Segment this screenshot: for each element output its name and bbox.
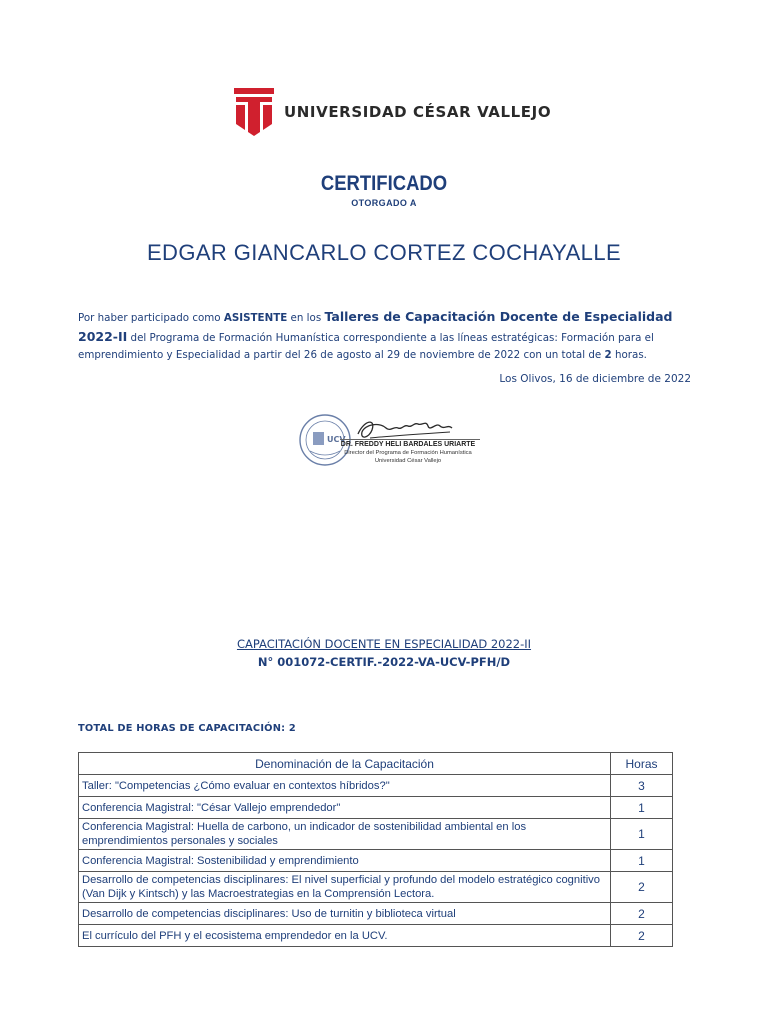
university-name: UNIVERSIDAD CÉSAR VALLEJO bbox=[284, 103, 552, 121]
certificate-body bbox=[78, 308, 698, 365]
certificate-subtitle: OTORGADO A bbox=[351, 198, 417, 208]
certificate-number: N° 001072-CERTIF.-2022-VA-UCV-PFH/D bbox=[257, 655, 511, 669]
participation-role: ASISTENTE bbox=[223, 312, 288, 324]
table-row bbox=[79, 872, 673, 903]
university-logo bbox=[234, 88, 551, 136]
course-hours: 1 bbox=[611, 819, 673, 850]
place-date: Los Olivos, 16 de diciembre de 2022 bbox=[499, 373, 691, 385]
signatory-role: Director del Programa de Formación Humanística bbox=[344, 450, 472, 456]
signature-line bbox=[340, 439, 480, 440]
section-title: CAPACITACIÓN DOCENTE EN ESPECIALIDAD 2022-II bbox=[236, 637, 532, 651]
course-hours: 1 bbox=[611, 850, 673, 872]
table-header-row bbox=[79, 753, 673, 775]
course-hours: 2 bbox=[611, 903, 673, 925]
body-text-4: horas. bbox=[611, 349, 647, 361]
course-hours: 2 bbox=[611, 872, 673, 903]
certificate-title: CERTIFICADO bbox=[320, 172, 448, 195]
signatory-institution: Universidad César Vallejo bbox=[374, 458, 442, 464]
recipient-name: EDGAR GIANCARLO CORTEZ COCHAYALLE bbox=[146, 240, 622, 265]
course-name: El currículo del PFH y el ecosistema emprendedor en la UCV. bbox=[79, 925, 611, 947]
body-text-1: Por haber participado como bbox=[78, 312, 224, 324]
table-row bbox=[79, 819, 673, 850]
table-row bbox=[79, 925, 673, 947]
course-hours: 3 bbox=[611, 775, 673, 797]
total-hours-label: TOTAL DE HORAS DE CAPACITACIÓN: 2 bbox=[78, 723, 296, 734]
course-name: Conferencia Magistral: Huella de carbono, un indicador de sostenibilidad ambiental en los emprendimientos personales y sociales bbox=[79, 819, 611, 850]
column-header-hours: Horas bbox=[611, 753, 673, 775]
course-hours: 1 bbox=[611, 797, 673, 819]
course-name: Desarrollo de competencias disciplinares: El nivel superficial y profundo del modelo estratégico cognitivo (Van Dijk y Kintsch) y las Macroestrategias en la Comprensión Lectora. bbox=[79, 872, 611, 903]
column-header-name: Denominación de la Capacitación bbox=[79, 753, 611, 775]
body-text-3: del Programa de Formación Humanística correspondiente a las líneas estratégicas: Formación para el emprendimiento y Especialidad a partir del 26 de agosto al 29 de noviembre de 2022 con un total de bbox=[78, 331, 654, 361]
course-name: Desarrollo de competencias disciplinares: Uso de turnitin y biblioteca virtual bbox=[79, 903, 611, 925]
course-hours: 2 bbox=[611, 925, 673, 947]
table-row bbox=[79, 775, 673, 797]
signatory-name: DR. FREDDY HELI BARDALES URIARTE bbox=[340, 441, 476, 448]
courses-table bbox=[78, 752, 673, 947]
body-text-2: en los bbox=[287, 312, 325, 324]
hours-count: 2 bbox=[604, 349, 612, 361]
table-row bbox=[79, 850, 673, 872]
course-name: Conferencia Magistral: Sostenibilidad y emprendimiento bbox=[79, 850, 611, 872]
table-row bbox=[79, 903, 673, 925]
course-name: Taller: "Competencias ¿Cómo evaluar en contextos híbridos?" bbox=[79, 775, 611, 797]
course-name: Conferencia Magistral: "César Vallejo emprendedor" bbox=[79, 797, 611, 819]
program-name: Talleres de Capacitación Docente de Especialidad 2022-II bbox=[78, 309, 673, 344]
ucv-shield-icon bbox=[234, 88, 274, 136]
svg-text:UCV: UCV bbox=[327, 435, 346, 444]
table-row bbox=[79, 797, 673, 819]
